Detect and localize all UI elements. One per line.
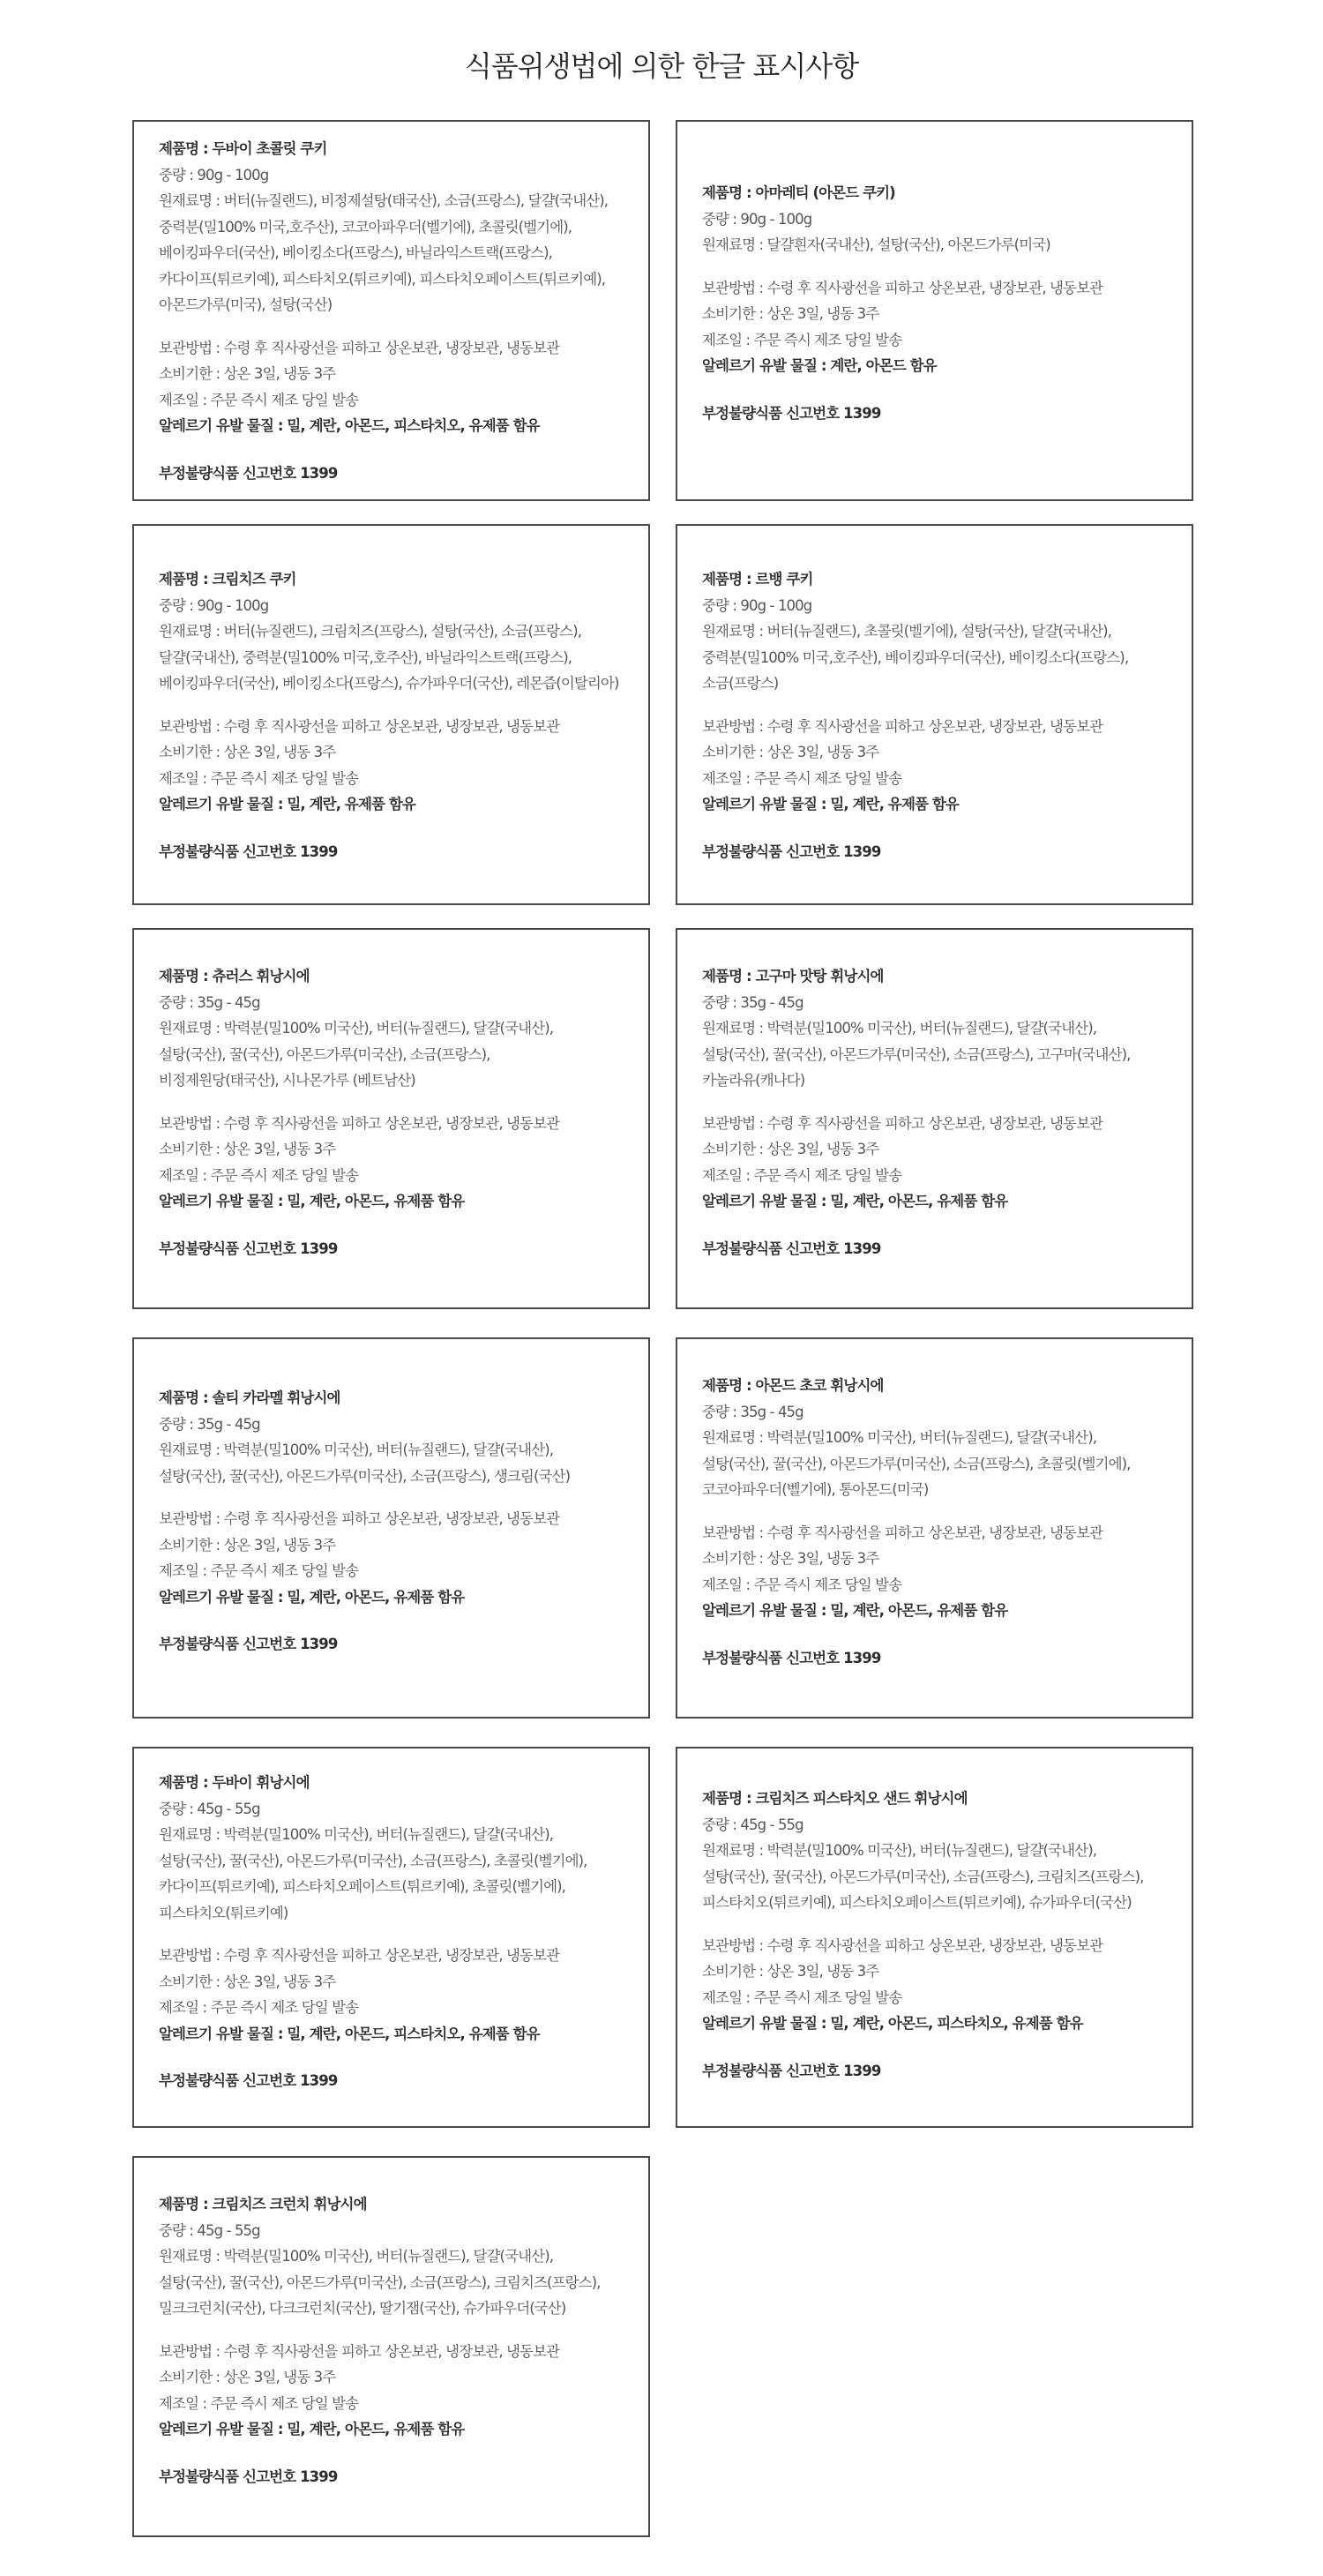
storage-method: 보관방법 : 수령 후 직사광선을 피하고 상온보관, 냉장보관, 냉동보관 [702,1524,1103,1541]
report-number: 부정불량식품 신고번호 1399 [702,1649,881,1666]
storage-method: 보관방법 : 수령 후 직사광선을 피하고 상온보관, 냉장보관, 냉동보관 [159,1947,560,1964]
product-weight: 중량 : 35g - 45g [159,1415,260,1433]
ingredients-line: 원재료명 : 버터(뉴질랜드), 비정제설탕(태국산), 소금(프랑스), 달걀(국내산), [159,192,609,209]
allergy-info: 알레르기 유발 물질 : 계란, 아몬드 함유 [702,357,937,374]
shelf-life: 소비기한 : 상온 3일, 냉동 3주 [702,305,879,322]
spacer [159,2047,639,2068]
spacer [159,697,639,714]
storage-method: 보관방법 : 수령 후 직사광선을 피하고 상온보관, 냉장보관, 냉동보관 [159,1510,560,1527]
spacer [702,2037,1183,2058]
product-name: 제품명 : 크림치즈 쿠키 [159,571,296,588]
shelf-life: 소비기한 : 상온 3일, 냉동 3주 [702,1141,879,1157]
spacer [702,258,1183,275]
spacer [702,697,1183,714]
product-name: 제품명 : 아몬드 초코 휘낭시에 [702,1377,884,1394]
product-name: 제품명 : 고구마 맛탕 휘낭시에 [702,968,884,985]
product-label-card [132,120,650,501]
spacer [159,439,639,461]
ingredients-line: 원재료명 : 박력분(밀100% 미국산), 버터(뉴질랜드), 달걀(국내산), [159,1020,554,1037]
storage-method: 보관방법 : 수령 후 직사광선을 피하고 상온보관, 냉장보관, 냉동보관 [159,2342,560,2360]
report-number: 부정불량식품 신고번호 1399 [159,1239,338,1257]
ingredients-line: 원재료명 : 버터(뉴질랜드), 크림치즈(프랑스), 설탕(국산), 소금(프랑스), [159,623,582,640]
product-name: 제품명 : 두바이 휘낭시에 [159,1774,310,1791]
spacer [159,1610,639,1631]
manufacture-date: 제조일 : 주문 즉시 제조 당일 발송 [159,2394,359,2412]
report-number: 부정불량식품 신고번호 1399 [702,1239,881,1257]
storage-method: 보관방법 : 수령 후 직사광선을 피하고 상온보관, 냉장보관, 냉동보관 [159,339,560,356]
ingredients-line: 카다이프(튀르키예), 피스타치오(튀르키예), 피스타치오페이스트(튀르키예), [159,270,606,288]
shelf-life: 소비기한 : 상온 3일, 냉동 3주 [702,1550,879,1567]
shelf-life: 소비기한 : 상온 3일, 냉동 3주 [159,2369,336,2385]
report-number: 부정불량식품 신고번호 1399 [159,842,338,860]
storage-method: 보관방법 : 수령 후 직사광선을 피하고 상온보관, 냉장보관, 냉동보관 [702,1114,1103,1132]
storage-method: 보관방법 : 수령 후 직사광선을 피하고 상온보관, 냉장보관, 냉동보관 [702,717,1103,735]
spacer [159,2443,639,2464]
shelf-life: 소비기한 : 상온 3일, 냉동 3주 [159,1141,336,1157]
spacer [702,1916,1183,1933]
manufacture-date: 제조일 : 주문 즉시 제조 당일 발송 [159,391,359,408]
product-label-card [132,928,650,1309]
report-number: 부정불량식품 신고번호 1399 [702,842,881,860]
product-label-card [676,120,1193,501]
product-name: 제품명 : 크림치즈 피스타치오 샌드 휘낭시에 [702,1790,968,1807]
spacer [159,1094,639,1111]
product-label-card [676,1747,1193,2128]
spacer [159,1489,639,1506]
manufacture-date: 제조일 : 주문 즉시 제조 당일 발송 [159,1166,359,1184]
product-weight: 중량 : 35g - 45g [702,993,804,1011]
ingredients-line: 원재료명 : 박력분(밀100% 미국산), 버터(뉴질랜드), 달걀(국내산), [159,1826,554,1843]
manufacture-date: 제조일 : 주문 즉시 제조 당일 발송 [702,1166,902,1184]
product-name: 제품명 : 솔티 카라멜 휘낭시에 [159,1389,340,1406]
manufacture-date: 제조일 : 주문 즉시 제조 당일 발송 [702,331,902,348]
ingredients-line: 설탕(국산), 꿀(국산), 아몬드가루(미국산), 소금(프랑스), 생크림(국산) [159,1467,571,1485]
product-label-card [132,1337,650,1719]
shelf-life: 소비기한 : 상온 3일, 냉동 3주 [159,365,336,382]
shelf-life: 소비기한 : 상온 3일, 냉동 3주 [159,744,336,760]
allergy-info: 알레르기 유발 물질 : 밀, 계란, 아몬드, 유제품 함유 [702,1602,1008,1619]
product-weight: 중량 : 35g - 45g [702,1403,804,1420]
product-label-card [676,1337,1193,1719]
ingredients-line: 원재료명 : 박력분(밀100% 미국산), 버터(뉴질랜드), 달걀(국내산), [159,2248,554,2265]
allergy-info: 알레르기 유발 물질 : 밀, 계란, 아몬드, 피스타치오, 유제품 함유 [159,417,540,434]
ingredients-line: 중력분(밀100% 미국,호주산), 베이킹파우더(국산), 베이킹소다(프랑스), [702,648,1129,666]
manufacture-date: 제조일 : 주문 즉시 제조 당일 발송 [702,1988,902,2006]
product-label-card [132,2156,650,2537]
product-weight: 중량 : 90g - 100g [702,210,812,228]
spacer [159,818,639,839]
ingredients-line: 카놀라유(캐나다) [702,1072,805,1089]
spacer [702,379,1183,401]
product-label-card [132,1747,650,2128]
product-label-card [676,524,1193,905]
ingredients-line: 코코아파우더(벨기에), 통아몬드(미국) [702,1481,929,1498]
shelf-life: 소비기한 : 상온 3일, 냉동 3주 [159,1536,336,1554]
spacer [702,1503,1183,1520]
spacer [159,1215,639,1236]
product-name: 제품명 : 르뱅 쿠키 [702,571,813,588]
shelf-life: 소비기한 : 상온 3일, 냉동 3주 [702,1963,879,1980]
shelf-life: 소비기한 : 상온 3일, 냉동 3주 [159,1973,336,1990]
storage-method: 보관방법 : 수령 후 직사광선을 피하고 상온보관, 냉장보관, 냉동보관 [159,1114,560,1132]
manufacture-date: 제조일 : 주문 즉시 제조 당일 발송 [159,1562,359,1579]
manufacture-date: 제조일 : 주문 즉시 제조 당일 발송 [159,1999,359,2016]
shelf-life: 소비기한 : 상온 3일, 냉동 3주 [702,744,879,760]
storage-method: 보관방법 : 수령 후 직사광선을 피하고 상온보관, 냉장보관, 냉동보관 [702,279,1103,296]
allergy-info: 알레르기 유발 물질 : 밀, 계란, 유제품 함유 [159,796,415,812]
storage-method: 보관방법 : 수령 후 직사광선을 피하고 상온보관, 냉장보관, 냉동보관 [702,1936,1103,1954]
product-name: 제품명 : 츄러스 휘낭시에 [159,968,310,985]
report-number: 부정불량식품 신고번호 1399 [159,2467,338,2485]
report-number: 부정불량식품 신고번호 1399 [159,464,338,482]
ingredients-line: 베이킹파우더(국산), 베이킹소다(프랑스), 바닐라익스트랙(프랑스), [159,244,552,261]
page-title: 식품위생법에 의한 한글 표시사항 [464,49,859,83]
spacer [702,818,1183,839]
report-number: 부정불량식품 신고번호 1399 [159,1636,338,1652]
allergy-info: 알레르기 유발 물질 : 밀, 계란, 유제품 함유 [702,796,959,812]
ingredients-line: 비정제원당(태국산), 시나몬가루 (베트남산) [159,1072,415,1089]
ingredients-line: 설탕(국산), 꿀(국산), 아몬드가루(미국산), 소금(프랑스), [159,1045,490,1063]
spacer [702,1094,1183,1111]
product-weight: 중량 : 45g - 55g [159,2221,260,2239]
ingredients-line: 아몬드가루(미국), 설탕(국산) [159,296,333,313]
product-weight: 중량 : 90g - 100g [159,166,269,183]
ingredients-line: 설탕(국산), 꿀(국산), 아몬드가루(미국산), 소금(프랑스), 초콜릿(벨기에), [159,1852,587,1869]
report-number: 부정불량식품 신고번호 1399 [702,404,881,422]
report-number: 부정불량식품 신고번호 1399 [702,2062,881,2079]
storage-method: 보관방법 : 수령 후 직사광선을 피하고 상온보관, 냉장보관, 냉동보관 [159,717,560,735]
product-weight: 중량 : 45g - 55g [702,1816,804,1833]
ingredients-line: 원재료명 : 박력분(밀100% 미국산), 버터(뉴질랜드), 달걀(국내산), [702,1842,1097,1859]
product-weight: 중량 : 90g - 100g [702,596,812,614]
ingredients-line: 설탕(국산), 꿀(국산), 아몬드가루(미국산), 소금(프랑스), 초콜릿(벨기에), [702,1455,1131,1472]
spacer [159,1926,639,1943]
ingredients-line: 소금(프랑스) [702,675,779,692]
manufacture-date: 제조일 : 주문 즉시 제조 당일 발송 [702,769,902,787]
ingredients-line: 피스타치오(튀르키예) [159,1904,288,1921]
product-weight: 중량 : 90g - 100g [159,596,269,614]
ingredients-line: 밀크크런치(국산), 다크크런치(국산), 딸기잼(국산), 슈가파우더(국산) [159,2300,566,2317]
ingredients-line: 설탕(국산), 꿀(국산), 아몬드가루(미국산), 소금(프랑스), 고구마(국내산), [702,1045,1131,1063]
product-name: 제품명 : 크림치즈 크런치 휘낭시에 [159,2196,367,2213]
manufacture-date: 제조일 : 주문 즉시 제조 당일 발송 [159,769,359,787]
ingredients-line: 달걀(국내산), 중력분(밀100% 미국,호주산), 바닐라익스트랙(프랑스), [159,648,572,666]
ingredients-line: 설탕(국산), 꿀(국산), 아몬드가루(미국산), 소금(프랑스), 크림치즈(프랑스), [702,1868,1144,1885]
product-name: 제품명 : 아마레티 (아몬드 쿠키) [702,184,895,201]
manufacture-date: 제조일 : 주문 즉시 제조 당일 발송 [702,1576,902,1593]
ingredients-line: 원재료명 : 박력분(밀100% 미국산), 버터(뉴질랜드), 달걀(국내산), [702,1020,1097,1037]
ingredients-line: 원재료명 : 박력분(밀100% 미국산), 버터(뉴질랜드), 달걀(국내산), [702,1429,1097,1446]
product-weight: 중량 : 45g - 55g [159,1800,260,1817]
allergy-info: 알레르기 유발 물질 : 밀, 계란, 아몬드, 유제품 함유 [159,1588,465,1606]
ingredients-line: 원재료명 : 버터(뉴질랜드), 초콜릿(벨기에), 설탕(국산), 달걀(국내산), [702,623,1112,640]
ingredients-line: 카다이프(튀르키예), 피스타치오페이스트(튀르키예), 초콜릿(벨기에), [159,1878,566,1895]
spacer [702,1624,1183,1645]
allergy-info: 알레르기 유발 물질 : 밀, 계란, 아몬드, 유제품 함유 [159,2421,465,2437]
product-label-card [132,524,650,905]
ingredients-line: 설탕(국산), 꿀(국산), 아몬드가루(미국산), 소금(프랑스), 크림치즈(프랑스), [159,2273,601,2291]
report-number: 부정불량식품 신고번호 1399 [159,2072,338,2089]
ingredients-line: 베이킹파우더(국산), 베이킹소다(프랑스), 슈가파우더(국산), 레몬즙(이탈리아) [159,675,619,692]
ingredients-line: 피스타치오(튀르키예), 피스타치오페이스트(튀르키예), 슈가파우더(국산) [702,1894,1132,1911]
spacer [702,1215,1183,1236]
allergy-info: 알레르기 유발 물질 : 밀, 계란, 아몬드, 피스타치오, 유제품 함유 [702,2015,1083,2032]
product-weight: 중량 : 35g - 45g [159,993,260,1011]
ingredients-line: 중력분(밀100% 미국,호주산), 코코아파우더(벨기에), 초콜릿(벨기에), [159,218,572,236]
allergy-info: 알레르기 유발 물질 : 밀, 계란, 아몬드, 피스타치오, 유제품 함유 [159,2025,540,2042]
allergy-info: 알레르기 유발 물질 : 밀, 계란, 아몬드, 유제품 함유 [159,1193,465,1209]
spacer [159,2322,639,2339]
allergy-info: 알레르기 유발 물질 : 밀, 계란, 아몬드, 유제품 함유 [702,1193,1008,1209]
ingredients-line: 원재료명 : 박력분(밀100% 미국산), 버터(뉴질랜드), 달걀(국내산), [159,1442,554,1458]
spacer [159,318,639,335]
product-name: 제품명 : 두바이 초콜릿 쿠키 [159,140,327,157]
ingredients-line: 원재료명 : 달걀흰자(국내산), 설탕(국산), 아몬드가루(미국) [702,236,1050,253]
product-label-card [676,928,1193,1309]
